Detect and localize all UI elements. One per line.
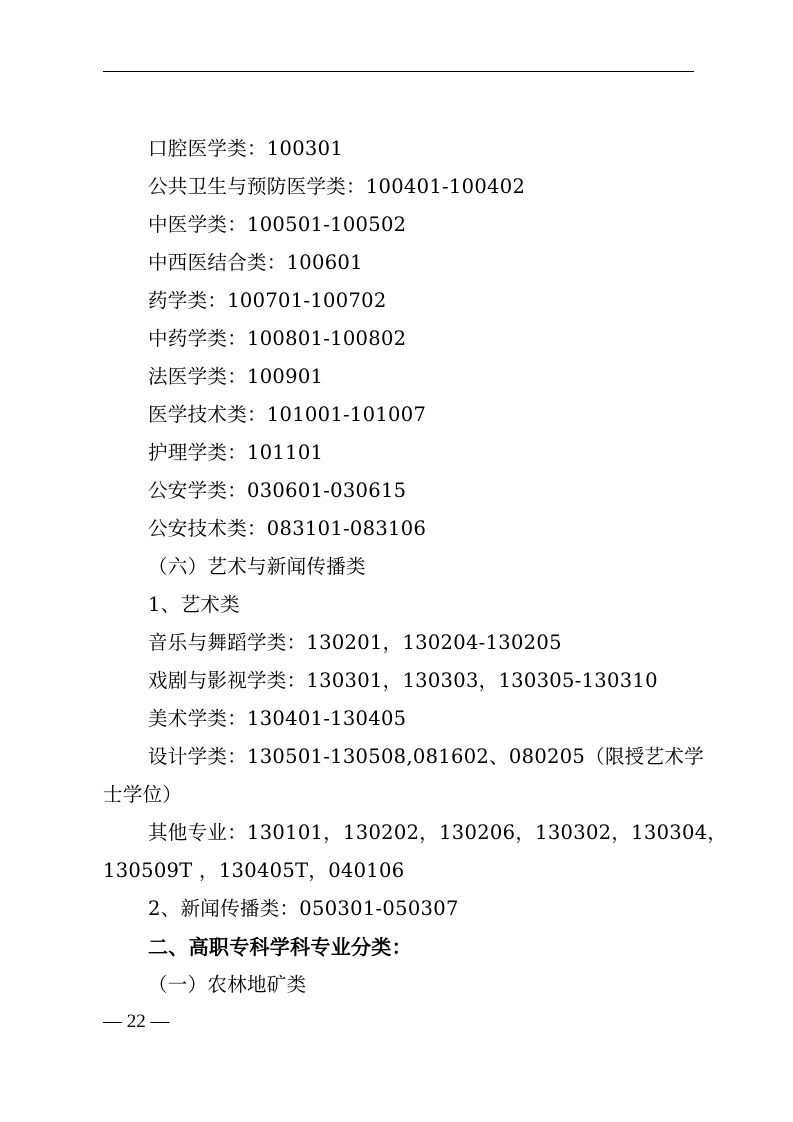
text-line-gongan-xue: 公安学类：030601-030615 bbox=[148, 479, 407, 502]
text-line-zhongyi: 中医学类：100501-100502 bbox=[148, 213, 407, 236]
text-line-qita-zhuanye: 其他专业：130101，130202，130206，130302，130304， bbox=[148, 821, 728, 844]
text-line-zhongxiyi: 中西医结合类：100601 bbox=[148, 251, 363, 274]
text-line-sheji-cont: 士学位） bbox=[103, 783, 183, 806]
text-line-gonggong-weisheng: 公共卫生与预防医学类：100401-100402 bbox=[148, 175, 526, 198]
text-line-yinyue-wudao: 音乐与舞蹈学类：130201，130204-130205 bbox=[148, 631, 562, 654]
section-heading-yishu-xinwen: （六）艺术与新闻传播类 bbox=[148, 555, 366, 578]
text-line-qita-zhuanye-cont: 130509T ，130405T，040106 bbox=[103, 859, 405, 882]
text-line-yixue-jishu: 医学技术类：101001-101007 bbox=[148, 403, 427, 426]
text-line-yaoxue: 药学类：100701-100702 bbox=[148, 289, 387, 312]
subsection-heading-yishu: 1、艺术类 bbox=[148, 593, 240, 616]
text-line-huli: 护理学类：101101 bbox=[148, 441, 324, 464]
section-heading-nonglin-dikuang: （一）农林地矿类 bbox=[148, 973, 307, 996]
text-line-meishu: 美术学类：130401-130405 bbox=[148, 707, 407, 730]
header-rule bbox=[103, 71, 694, 72]
subsection-heading-xinwen-chuanbo: 2、新闻传播类：050301-050307 bbox=[148, 897, 459, 920]
text-line-zhongyao: 中药学类：100801-100802 bbox=[148, 327, 407, 350]
text-line-kouqiang: 口腔医学类：100301 bbox=[148, 137, 344, 160]
text-line-gongan-jishu: 公安技术类：083101-083106 bbox=[148, 517, 427, 540]
text-line-xiju-yingshi: 戏剧与影视学类：130301，130303，130305-130310 bbox=[148, 669, 658, 692]
section-heading-gaozhi-zhuanke: 二、高职专科学科专业分类： bbox=[148, 935, 412, 959]
text-line-sheji: 设计学类：130501-130508,081602、080205（限授艺术学 bbox=[148, 745, 704, 768]
text-line-fayi: 法医学类：100901 bbox=[148, 365, 324, 388]
page-number: — 22 — bbox=[103, 1011, 170, 1032]
